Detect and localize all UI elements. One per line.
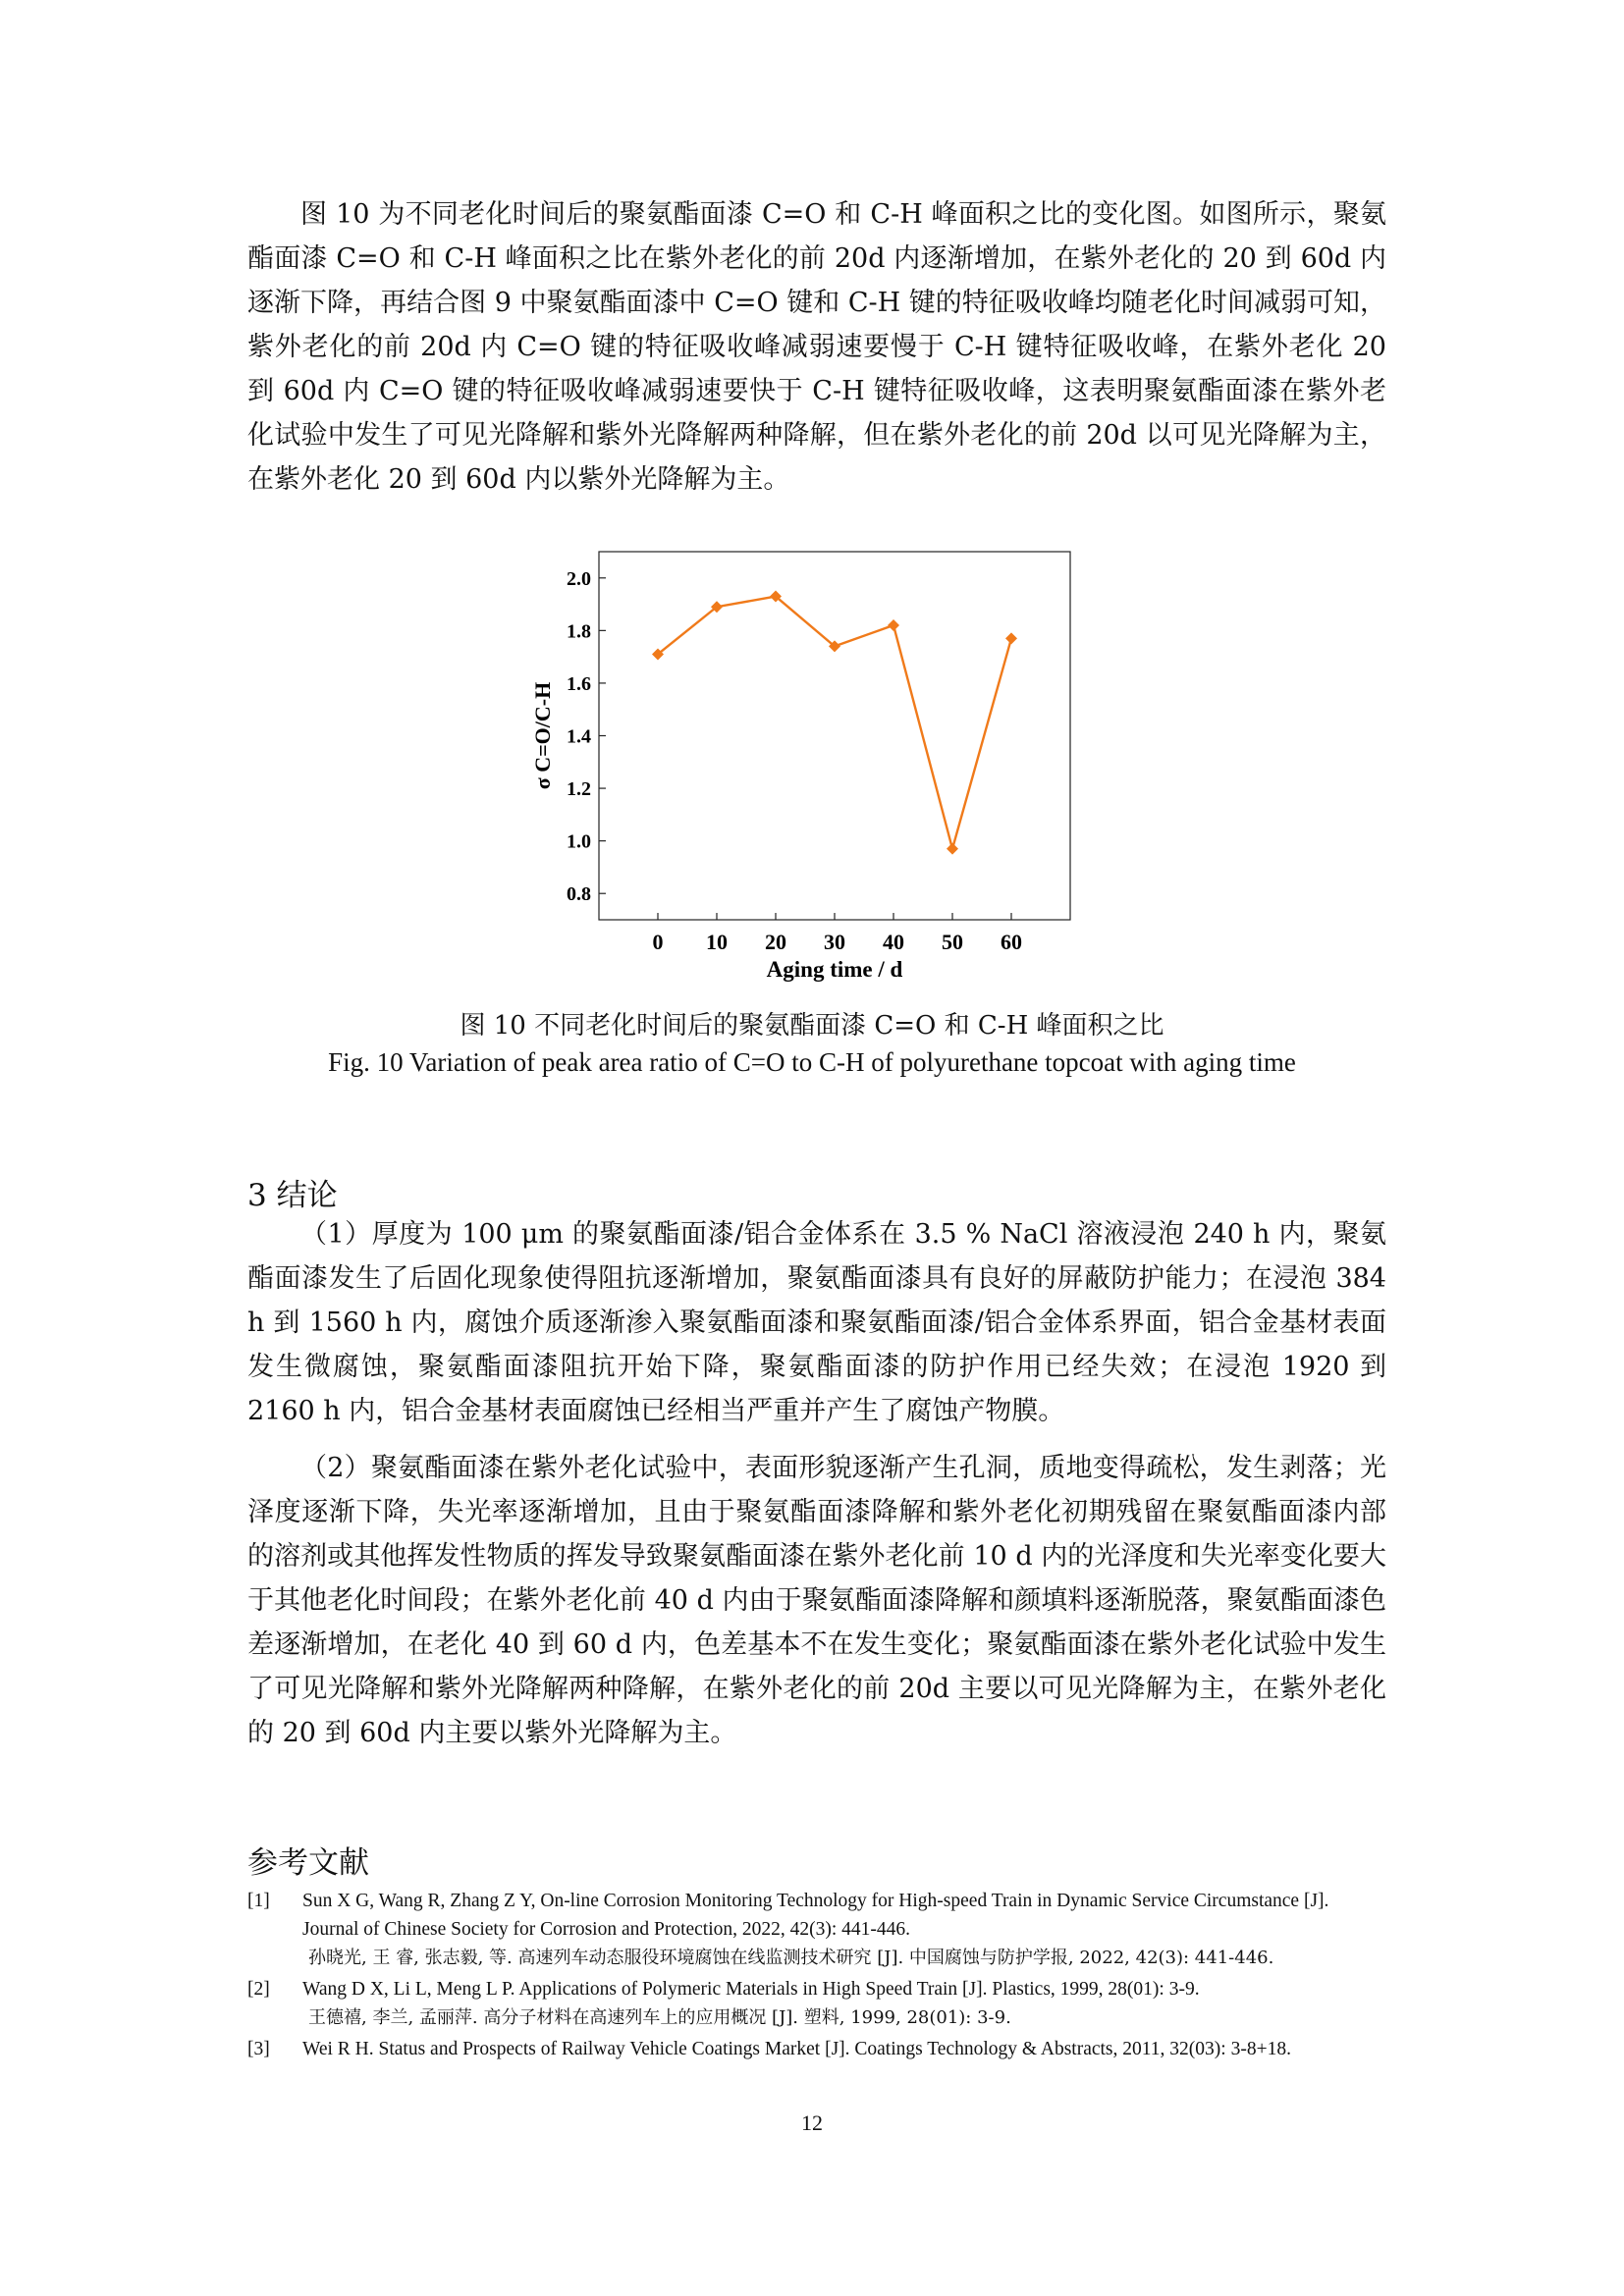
x-tick-label: 50 xyxy=(942,930,963,954)
x-tick-label: 40 xyxy=(883,930,904,954)
x-axis-label: Aging time / d xyxy=(766,957,903,982)
reference-number: [2] xyxy=(247,1979,270,2000)
x-tick-label: 10 xyxy=(706,930,728,954)
x-tick-label: 30 xyxy=(824,930,845,954)
reference-number: [1] xyxy=(247,1891,270,1911)
section-title-conclusion: 3 结论 xyxy=(247,1178,338,1213)
y-tick-label: 1.0 xyxy=(567,830,591,853)
y-tick-label: 1.2 xyxy=(567,778,591,801)
reference-item xyxy=(247,1975,1386,2032)
y-tick-label: 1.4 xyxy=(567,725,591,748)
y-axis-label: σ C=O/C-H xyxy=(530,681,555,790)
reference-text-zh: 王德禧, 李兰, 孟丽萍. 高分子材料在高速列车上的应用概况 [J]. 塑料, 1999, 28(01): 3-9. xyxy=(308,2007,1011,2028)
axis-ticks xyxy=(567,568,1022,954)
reference-list xyxy=(247,1887,1386,2066)
series-line xyxy=(658,597,1011,849)
intro-paragraph: 图 10 为不同老化时间后的聚氨酯面漆 C=O 和 C-H 峰面积之比的变化图。如图所示，聚氨酯面漆 C=O 和 C-H 峰面积之比在紫外老化的前 20d 内逐渐增加，在紫外老化的 20 到 60d 内逐渐下降，再结合图 9 中聚氨酯面漆中 C=O 键和 C-H 键的特征吸收峰均随老化时间减弱可知，紫外老化的前 20d 内 C=O 键的特征吸收峰减弱速要慢于 C-H 键特征吸收峰，在紫外老化 20 到 60d 内 C=O 键的特征吸收峰减弱速要快于 C-H 键特征吸收峰，这表明聚氨酯面漆在紫外老化试验中发生了可见光降解和紫外光降解两种降解，但在紫外老化的前 20d 以可见光降解为主，在紫外老化 20 到 60d 内以紫外光降解为主。 xyxy=(247,199,1386,495)
figure-caption-en: Fig. 10 Variation of peak area ratio of C=O to C-H of polyurethane topcoat with aging time xyxy=(328,1047,1296,1077)
data-point xyxy=(947,843,958,855)
reference-text-en: Wang D X, Li L, Meng L P. Applications of Polymeric Materials in High Speed Train [J]. Plastics, 1999, 28(01): 3-9. xyxy=(302,1979,1200,2000)
plot-frame xyxy=(599,552,1070,920)
data-point xyxy=(1005,632,1017,644)
conclusion-paragraph-2: （2）聚氨酯面漆在紫外老化试验中，表面形貌逐渐产生孔洞，质地变得疏松，发生剥落；光泽度逐渐下降，失光率逐渐增加，且由于聚氨酯面漆降解和紫外老化初期残留在聚氨酯面漆内部的溶剂或其他挥发性物质的挥发导致聚氨酯面漆在紫外老化前 10 d 内的光泽度和失光率变化要大于其他老化时间段；在紫外老化前 40 d 内由于聚氨酯面漆降解和颜填料逐渐脱落，聚氨酯面漆色差逐渐增加，在老化 40 到 60 d 内，色差基本不在发生变化；聚氨酯面漆在紫外老化试验中发生了可见光降解和紫外光降解两种降解，在紫外老化的前 20d 主要以可见光降解为主，在紫外老化的 20 到 60d 内主要以紫外光降解为主。 xyxy=(247,1453,1386,1748)
reference-item xyxy=(247,2035,1386,2063)
x-tick-label: 60 xyxy=(1001,930,1022,954)
reference-text-en: Sun X G, Wang R, Zhang Z Y, On-line Corrosion Monitoring Technology for High-speed Train in Dynamic Service Circumstance [J]. Journal of Chinese Society for Corrosion and Protection, 2022, 42(3): 441-446. xyxy=(302,1891,1329,1940)
figure-caption-zh: 图 10 不同老化时间后的聚氨酯面漆 C=O 和 C-H 峰面积之比 xyxy=(460,1011,1164,1041)
y-tick-label: 0.8 xyxy=(567,883,591,906)
x-tick-label: 0 xyxy=(652,930,664,954)
reference-text-zh: 孙晓光, 王 睿, 张志毅, 等. 高速列车动态服役环境腐蚀在线监测技术研究 [J]. 中国腐蚀与防护学报, 2022, 42(3): 441-446. xyxy=(308,1948,1274,1968)
line-chart xyxy=(520,540,1110,1001)
figure-10 xyxy=(520,540,1110,1001)
page-number: 12 xyxy=(801,2110,823,2135)
chart-series xyxy=(652,591,1017,855)
reference-number: [3] xyxy=(247,2039,270,2059)
reference-item xyxy=(247,1887,1386,1972)
y-tick-label: 1.6 xyxy=(567,672,591,695)
y-tick-label: 2.0 xyxy=(567,567,591,590)
references-title: 参考文献 xyxy=(247,1845,369,1881)
data-point xyxy=(888,619,899,631)
x-tick-label: 20 xyxy=(765,930,786,954)
reference-text-en: Wei R H. Status and Prospects of Railway Vehicle Coatings Market [J]. Coatings Technology & Abstracts, 2011, 32(03): 3-8+18. xyxy=(302,2039,1291,2059)
conclusion-paragraph-1: （1）厚度为 100 μm 的聚氨酯面漆/铝合金体系在 3.5 % NaCl 溶液浸泡 240 h 内，聚氨酯面漆发生了后固化现象使得阻抗逐渐增加，聚氨酯面漆具有良好的屏蔽防护能力；在浸泡 384 h 到 1560 h 内，腐蚀介质逐渐渗入聚氨酯面漆和聚氨酯面漆/铝合金体系界面，铝合金基材表面发生微腐蚀，聚氨酯面漆阻抗开始下降，聚氨酯面漆的防护作用已经失效；在浸泡 1920 到 2160 h 内，铝合金基材表面腐蚀已经相当严重并产生了腐蚀产物膜。 xyxy=(247,1219,1386,1426)
y-tick-label: 1.8 xyxy=(567,620,591,643)
